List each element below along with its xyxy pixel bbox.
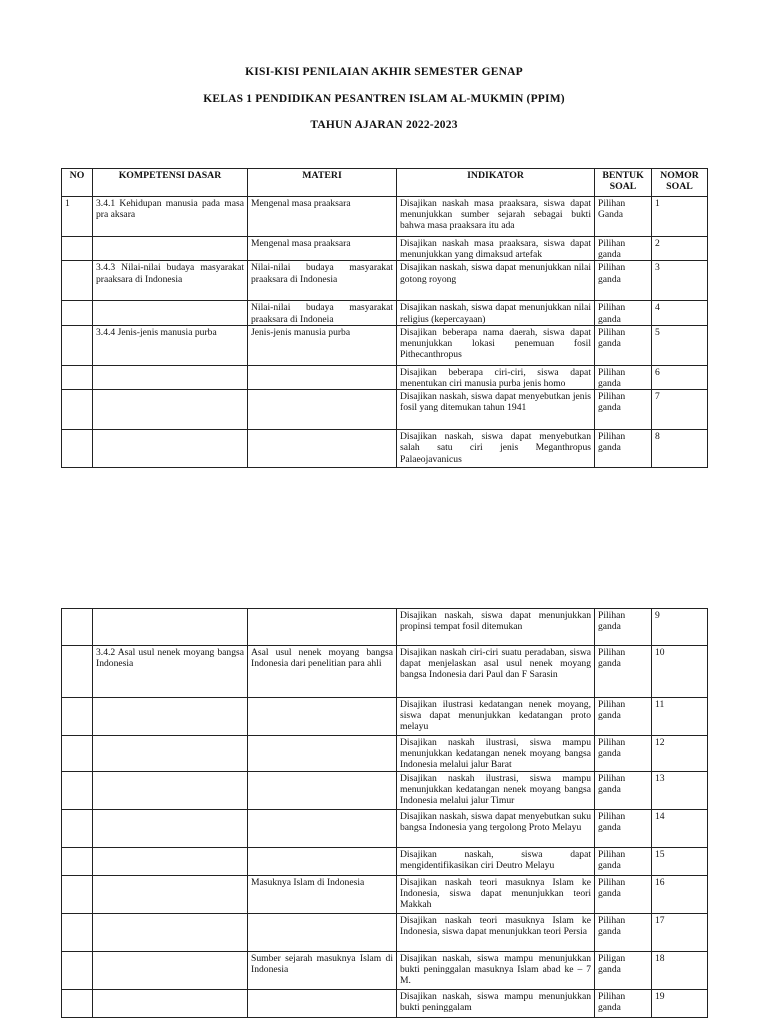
header-kompetensi-dasar: KOMPETENSI DASAR [93, 169, 248, 197]
cell-no [62, 237, 93, 261]
cell-no [62, 810, 93, 848]
cell-no [62, 365, 93, 389]
cell-indikator: Disajikan ilustrasi kedatangan nenek moyang, siswa dapat menunjukkan kedatangan proto melayu [397, 698, 595, 736]
cell-bentuk-soal: Pilihan ganda [595, 736, 652, 772]
cell-nomor-soal: 7 [652, 390, 708, 430]
cell-no [62, 609, 93, 646]
header-materi: MATERI [248, 169, 397, 197]
cell-no [62, 325, 93, 365]
cell-materi [248, 990, 397, 1018]
document-subtitle-year: TAHUN AJARAN 2022-2023 [310, 119, 458, 131]
table-row [62, 390, 708, 430]
cell-nomor-soal: 14 [652, 810, 708, 848]
cell-bentuk-soal: Pilihan ganda [595, 990, 652, 1018]
cell-nomor-soal: 3 [652, 261, 708, 301]
cell-kompetensi-dasar: 3.4.4 Jenis-jenis manusia purba [93, 325, 248, 365]
cell-no [62, 261, 93, 301]
cell-nomor-soal: 19 [652, 990, 708, 1018]
cell-nomor-soal: 17 [652, 914, 708, 952]
cell-materi [248, 609, 397, 646]
cell-bentuk-soal: Pilihan ganda [595, 390, 652, 430]
cell-indikator: Disajikan naskah, siswa dapat menyebutkan suku bangsa Indonesia yang tergolong Proto Melayu [397, 810, 595, 848]
table-row [62, 914, 708, 952]
cell-kompetensi-dasar [93, 301, 248, 325]
header-nomor-soal: NOMOR SOAL [652, 169, 708, 197]
table-body-page-2 [62, 609, 708, 1018]
cell-kompetensi-dasar [93, 698, 248, 736]
cell-kompetensi-dasar [93, 990, 248, 1018]
cell-nomor-soal: 11 [652, 698, 708, 736]
cell-indikator: Disajikan naskah, siswa dapat menunjukkan nilai religius (kepercayaan) [397, 301, 595, 325]
cell-indikator: Disajikan naskah, siswa mampu menunjukkan bukti peninggalam [397, 990, 595, 1018]
cell-nomor-soal: 12 [652, 736, 708, 772]
cell-materi: Nilai-nilai budaya masyarakat praaksara di Indonesia [248, 261, 397, 301]
cell-indikator: Disajikan naskah masa praaksara, siswa dapat menunjukkan yang dimaksud artefak [397, 237, 595, 261]
cell-materi: Nilai-nilai budaya masyarakat praaksara di Indoneia [248, 301, 397, 325]
cell-indikator: Disajikan naskah, siswa mampu menunjukkan bukti peninggalan masuknya Islam abad ke – 7 M. [397, 952, 595, 990]
cell-no [62, 848, 93, 876]
cell-kompetensi-dasar [93, 609, 248, 646]
document-title: KISI-KISI PENILAIAN AKHIR SEMESTER GENAP [245, 66, 523, 78]
cell-kompetensi-dasar [93, 237, 248, 261]
cell-kompetensi-dasar [93, 430, 248, 468]
cell-kompetensi-dasar: 3.4.1 Kehidupan manusia pada masa pra aksara [93, 197, 248, 237]
cell-bentuk-soal: Pilihan ganda [595, 430, 652, 468]
table-row [62, 197, 708, 237]
cell-kompetensi-dasar: 3.4.2 Asal usul nenek moyang bangsa Indonesia [93, 646, 248, 698]
kisi-kisi-table-page-2 [61, 608, 708, 1018]
cell-nomor-soal: 6 [652, 365, 708, 389]
cell-kompetensi-dasar [93, 914, 248, 952]
cell-kompetensi-dasar [93, 848, 248, 876]
cell-indikator: Disajikan naskah, siswa dapat menyebutkan salah satu ciri jenis Meganthropus Palaeojavanicus [397, 430, 595, 468]
table-row [62, 430, 708, 468]
cell-bentuk-soal: Pilihan ganda [595, 609, 652, 646]
cell-materi [248, 810, 397, 848]
cell-indikator: Disajikan naskah ciri-ciri suatu peradaban, siswa dapat menjelaskan asal usul nenek moyang bangsa Indonesia dari Paul dan F Sarasin [397, 646, 595, 698]
cell-kompetensi-dasar [93, 810, 248, 848]
cell-kompetensi-dasar [93, 390, 248, 430]
table-row [62, 301, 708, 325]
cell-no [62, 772, 93, 810]
cell-indikator: Disajikan naskah, siswa dapat mengidentifikasikan ciri Deutro Melayu [397, 848, 595, 876]
cell-materi [248, 390, 397, 430]
table-row [62, 772, 708, 810]
header-no: NO [62, 169, 93, 197]
table-row [62, 698, 708, 736]
cell-materi: Mengenal masa praaksara [248, 197, 397, 237]
cell-nomor-soal: 4 [652, 301, 708, 325]
kisi-kisi-table-page-1 [61, 168, 708, 468]
cell-bentuk-soal: Pilihan ganda [595, 301, 652, 325]
cell-indikator: Disajikan naskah, siswa dapat menunjukkan nilai gotong royong [397, 261, 595, 301]
cell-materi [248, 772, 397, 810]
cell-bentuk-soal: Piligan ganda [595, 952, 652, 990]
cell-indikator: Disajikan beberapa nama daerah, siswa dapat menunjukkan lokasi penemuan fosil Pithecanthropus [397, 325, 595, 365]
cell-bentuk-soal: Pilihan ganda [595, 237, 652, 261]
cell-materi [248, 430, 397, 468]
table-row [62, 736, 708, 772]
cell-indikator: Disajikan naskah teori masuknya Islam ke Indonesia, siswa dapat menunjukkan teori Makkah [397, 876, 595, 914]
cell-kompetensi-dasar: 3.4.3 Nilai-nilai budaya masyarakat praaksara di Indonesia [93, 261, 248, 301]
cell-indikator: Disajikan naskah teori masuknya Islam ke Indonesia, siswa dapat menunjukkan teori Persia [397, 914, 595, 952]
cell-bentuk-soal: Pilihan ganda [595, 810, 652, 848]
table-row [62, 365, 708, 389]
cell-materi: Sumber sejarah masuknya Islam di Indonesia [248, 952, 397, 990]
cell-nomor-soal: 15 [652, 848, 708, 876]
table-row [62, 261, 708, 301]
table-header-row [62, 169, 708, 197]
cell-materi [248, 365, 397, 389]
cell-kompetensi-dasar [93, 876, 248, 914]
cell-materi [248, 914, 397, 952]
cell-nomor-soal: 5 [652, 325, 708, 365]
cell-bentuk-soal: Pilihan ganda [595, 698, 652, 736]
table-body-page-1 [62, 197, 708, 468]
cell-nomor-soal: 2 [652, 237, 708, 261]
table-row [62, 609, 708, 646]
cell-no [62, 952, 93, 990]
cell-kompetensi-dasar [93, 952, 248, 990]
cell-materi: Jenis-jenis manusia purba [248, 325, 397, 365]
cell-indikator: Disajikan beberapa ciri-ciri, siswa dapat menentukan ciri manusia purba jenis homo [397, 365, 595, 389]
cell-no [62, 301, 93, 325]
cell-indikator: Disajikan naskah, siswa dapat menunjukkan propinsi tempat fosil ditemukan [397, 609, 595, 646]
cell-materi [248, 698, 397, 736]
cell-kompetensi-dasar [93, 736, 248, 772]
cell-nomor-soal: 18 [652, 952, 708, 990]
cell-materi: Asal usul nenek moyang bangsa Indonesia dari penelitian para ahli [248, 646, 397, 698]
cell-no [62, 646, 93, 698]
cell-kompetensi-dasar [93, 772, 248, 810]
cell-bentuk-soal: Pilihan ganda [595, 772, 652, 810]
cell-no: 1 [62, 197, 93, 237]
cell-bentuk-soal: Pilihan ganda [595, 646, 652, 698]
table-row [62, 848, 708, 876]
cell-nomor-soal: 10 [652, 646, 708, 698]
cell-bentuk-soal: Pilihan ganda [595, 325, 652, 365]
cell-indikator: Disajikan naskah ilustrasi, siswa mampu menunjukkan kedatangan nenek moyang bangsa Indonesia melalui jalur Barat [397, 736, 595, 772]
cell-bentuk-soal: Pilihan ganda [595, 365, 652, 389]
cell-no [62, 736, 93, 772]
table-row [62, 810, 708, 848]
cell-no [62, 390, 93, 430]
document-subtitle-class: KELAS 1 PENDIDIKAN PESANTREN ISLAM AL-MUKMIN (PPIM) [203, 93, 565, 105]
table-row [62, 876, 708, 914]
cell-bentuk-soal: Pilihan ganda [595, 876, 652, 914]
header-indikator: INDIKATOR [397, 169, 595, 197]
cell-no [62, 990, 93, 1018]
cell-materi: Masuknya Islam di Indonesia [248, 876, 397, 914]
cell-nomor-soal: 16 [652, 876, 708, 914]
table-row [62, 646, 708, 698]
cell-kompetensi-dasar [93, 365, 248, 389]
cell-indikator: Disajikan naskah, siswa dapat menyebutkan jenis fosil yang ditemukan tahun 1941 [397, 390, 595, 430]
cell-indikator: Disajikan naskah ilustrasi, siswa mampu menunjukkan kedatangan nenek moyang bangsa Indonesia melalui jalur Timur [397, 772, 595, 810]
cell-nomor-soal: 8 [652, 430, 708, 468]
cell-no [62, 914, 93, 952]
cell-nomor-soal: 13 [652, 772, 708, 810]
cell-bentuk-soal: Pilihan Ganda [595, 197, 652, 237]
header-bentuk-soal: BENTUK SOAL [595, 169, 652, 197]
cell-no [62, 430, 93, 468]
cell-bentuk-soal: Pilihan ganda [595, 914, 652, 952]
cell-nomor-soal: 9 [652, 609, 708, 646]
table-row [62, 990, 708, 1018]
cell-materi [248, 736, 397, 772]
table-row [62, 237, 708, 261]
cell-bentuk-soal: Pilihan ganda [595, 261, 652, 301]
cell-no [62, 876, 93, 914]
cell-bentuk-soal: Pilihan ganda [595, 848, 652, 876]
cell-nomor-soal: 1 [652, 197, 708, 237]
table-row [62, 952, 708, 990]
table-row [62, 325, 708, 365]
cell-no [62, 698, 93, 736]
cell-indikator: Disajikan naskah masa praaksara, siswa dapat menunjukkan sumber sejarah sebagai bukti bahwa masa praaksara itu ada [397, 197, 595, 237]
cell-materi: Mengenal masa praaksara [248, 237, 397, 261]
cell-materi [248, 848, 397, 876]
